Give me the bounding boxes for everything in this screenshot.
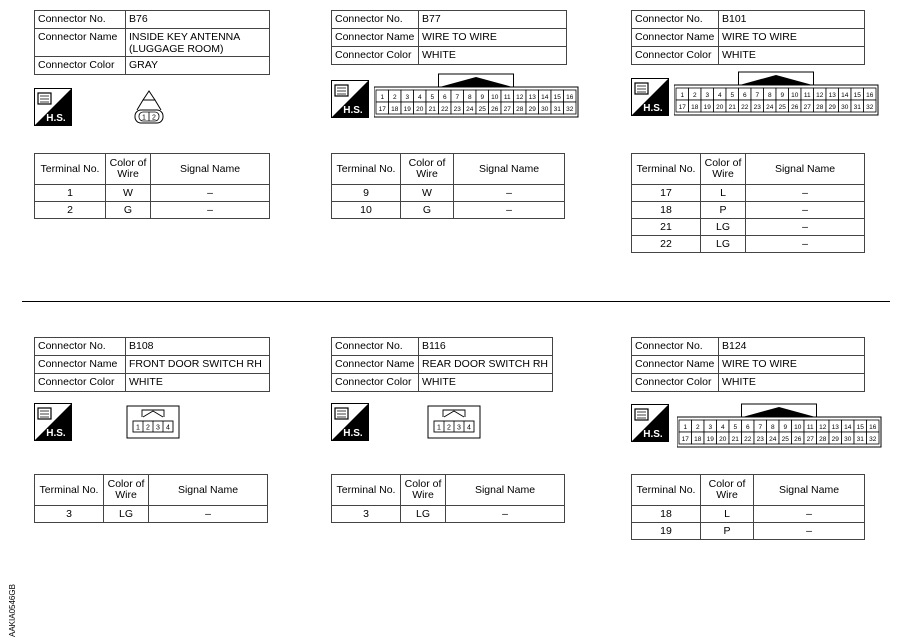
pin-label: 32 <box>869 436 877 443</box>
terminal-no-header: Terminal No. <box>632 475 701 506</box>
pin-label: 8 <box>770 424 775 431</box>
pin-label: 10 <box>794 424 802 431</box>
pin-label: 3 <box>156 424 160 432</box>
connector-name-label: Connector Name <box>332 29 419 47</box>
pin-label: 2 <box>695 424 700 431</box>
connector-no-value: B116 <box>419 338 553 356</box>
svg-text:H.S.: H.S. <box>46 113 66 124</box>
pin-label: 21 <box>428 106 436 113</box>
hs-harness-side-icon <box>34 88 72 126</box>
pin-label: 12 <box>816 92 824 99</box>
connector-b76 <box>34 10 270 75</box>
pin-label: 4 <box>166 424 170 432</box>
signal-name-header: Signal Name <box>754 475 865 506</box>
pin-label: 23 <box>453 106 461 113</box>
svg-text:1: 1 <box>142 114 146 122</box>
table-row: 3 LG – <box>35 506 268 523</box>
pin-label: 1 <box>380 94 385 101</box>
table-row: 10 G – <box>332 202 565 219</box>
pin-label: 6 <box>745 424 750 431</box>
pin-label: 1 <box>683 424 688 431</box>
pin-label: 8 <box>467 94 472 101</box>
pin-label: 13 <box>528 94 536 101</box>
color-of-wire-header: Color of Wire <box>401 475 446 506</box>
pin-label: 30 <box>841 104 849 111</box>
pin-label: 16 <box>869 424 877 431</box>
pin-label: 30 <box>541 106 549 113</box>
connector-b124 <box>631 337 865 392</box>
connector-name-value: WIRE TO WIRE <box>719 29 865 47</box>
connector-color-value: WHITE <box>719 374 865 392</box>
pin-label: 21 <box>731 436 739 443</box>
pin-label: 4 <box>717 92 722 99</box>
pin-label: 20 <box>716 104 724 111</box>
connector-name-label: Connector Name <box>35 29 126 57</box>
pin-label: 13 <box>828 92 836 99</box>
connector-info-table <box>34 337 270 392</box>
connector-color-label: Connector Color <box>632 47 719 65</box>
pin-label: 19 <box>403 106 411 113</box>
connector-name-value: FRONT DOOR SWITCH RH <box>126 356 270 374</box>
connector-color-label: Connector Color <box>332 374 419 392</box>
pin-label: 12 <box>819 424 827 431</box>
pin-label: 32 <box>566 106 574 113</box>
pin-label: 3 <box>705 92 710 99</box>
connector-name-value: WIRE TO WIRE <box>419 29 567 47</box>
svg-text:H.S.: H.S. <box>643 429 663 440</box>
pin-label: 26 <box>794 436 802 443</box>
pin-label: 3 <box>708 424 713 431</box>
pin-label: 7 <box>455 94 460 101</box>
pin-label: 15 <box>853 92 861 99</box>
pin-label: 25 <box>478 106 486 113</box>
terminal-table-b76 <box>34 153 270 219</box>
pin-label: 31 <box>553 106 561 113</box>
connector-name-value: WIRE TO WIRE <box>719 356 865 374</box>
connector-color-value: WHITE <box>419 374 553 392</box>
pin-label: 11 <box>806 424 814 431</box>
connector-info-table <box>631 337 865 392</box>
pin-label: 2 <box>392 94 397 101</box>
pin-label: 18 <box>691 104 699 111</box>
pin-label: 19 <box>703 104 711 111</box>
pin-label: 5 <box>730 92 735 99</box>
table-row: 21 LG – <box>632 219 865 236</box>
color-of-wire-header: Color of Wire <box>104 475 149 506</box>
pin-label: 7 <box>758 424 763 431</box>
pin-label: 15 <box>856 424 864 431</box>
pin-label: 16 <box>566 94 574 101</box>
table-row: 3 LG – <box>332 506 565 523</box>
connector-name-line1: INSIDE KEY ANTENNA <box>129 31 241 43</box>
table-row: 9 W – <box>332 185 565 202</box>
table-row: 19 P – <box>632 523 865 540</box>
connector-no-value: B101 <box>719 11 865 29</box>
hs-harness-side-icon <box>331 80 369 118</box>
pin-label: 29 <box>828 104 836 111</box>
pin-label: 3 <box>405 94 410 101</box>
terminal-no-header: Terminal No. <box>632 154 701 185</box>
connector-name-label: Connector Name <box>35 356 126 374</box>
connector-color-label: Connector Color <box>332 47 419 65</box>
pin-label: 10 <box>791 92 799 99</box>
table-row: 18 P – <box>632 202 865 219</box>
pin-label: 20 <box>416 106 424 113</box>
connector-name-label: Connector Name <box>332 356 419 374</box>
pin-label: 1 <box>680 92 685 99</box>
pin-label: 32 <box>866 104 874 111</box>
connector-name-value: REAR DOOR SWITCH RH <box>419 356 553 374</box>
pin-label: 31 <box>856 436 864 443</box>
pin-label: 17 <box>678 104 686 111</box>
color-of-wire-header: Color of Wire <box>701 154 746 185</box>
pin-label: 6 <box>742 92 747 99</box>
pin-label: 19 <box>706 436 714 443</box>
pin-label: 5 <box>430 94 435 101</box>
pin-label: 26 <box>491 106 499 113</box>
section-divider <box>22 301 890 302</box>
connector-no-label: Connector No. <box>35 338 126 356</box>
connector-b77 <box>331 10 567 65</box>
pin-label: 29 <box>528 106 536 113</box>
connector-no-value: B124 <box>719 338 865 356</box>
pin-label: 18 <box>694 436 702 443</box>
pin-label: 29 <box>831 436 839 443</box>
figure-code: AAKIA0546GB <box>8 584 17 637</box>
pin-label: 2 <box>146 424 150 432</box>
pin-label: 27 <box>503 106 511 113</box>
table-row: 18 L – <box>632 506 865 523</box>
hs-harness-side-icon <box>631 78 669 116</box>
connector-no-value: B77 <box>419 11 567 29</box>
pin-label: 27 <box>806 436 814 443</box>
pin-label: 14 <box>844 424 852 431</box>
pin-label: 11 <box>803 92 811 99</box>
signal-name-header: Signal Name <box>454 154 565 185</box>
pin-label: 1 <box>437 424 441 432</box>
terminal-no-header: Terminal No. <box>35 154 106 185</box>
pin-label: 22 <box>744 436 752 443</box>
pin-label: 25 <box>778 104 786 111</box>
signal-name-header: Signal Name <box>149 475 268 506</box>
connector-face-b77 <box>374 70 584 120</box>
connector-info-table <box>631 10 865 65</box>
pin-label: 24 <box>766 104 774 111</box>
terminal-table-b124 <box>631 474 865 540</box>
connector-face-b101 <box>674 68 884 118</box>
pin-label: 2 <box>447 424 451 432</box>
terminal-table-b108 <box>34 474 268 523</box>
table-row: 22 LG – <box>632 236 865 253</box>
pin-label: 10 <box>491 94 499 101</box>
terminal-table-b116 <box>331 474 565 523</box>
signal-name-header: Signal Name <box>746 154 865 185</box>
terminal-table-b101 <box>631 153 865 253</box>
connector-name-value <box>126 29 270 57</box>
connector-color-label: Connector Color <box>35 374 126 392</box>
pin-label: 18 <box>391 106 399 113</box>
pin-label: 11 <box>503 94 511 101</box>
connector-no-label: Connector No. <box>632 338 719 356</box>
svg-text:2: 2 <box>152 114 156 122</box>
color-of-wire-header: Color of Wire <box>401 154 454 185</box>
terminal-table-b77 <box>331 153 565 219</box>
pin-label: 20 <box>719 436 727 443</box>
pin-label: 23 <box>756 436 764 443</box>
pin-label: 7 <box>755 92 760 99</box>
connector-name-label: Connector Name <box>632 356 719 374</box>
pin-label: 31 <box>853 104 861 111</box>
hs-harness-side-icon <box>34 403 72 441</box>
terminal-no-header: Terminal No. <box>332 475 401 506</box>
pin-label: 13 <box>831 424 839 431</box>
connector-b108 <box>34 337 270 392</box>
svg-text:H.S.: H.S. <box>343 428 363 439</box>
connector-face-b116 <box>426 404 486 440</box>
pin-label: 16 <box>866 92 874 99</box>
table-row: 17 L – <box>632 185 865 202</box>
terminal-no-header: Terminal No. <box>332 154 401 185</box>
pin-label: 30 <box>844 436 852 443</box>
pin-label: 28 <box>516 106 524 113</box>
pin-label: 8 <box>767 92 772 99</box>
color-of-wire-header: Color of Wire <box>106 154 151 185</box>
pin-label: 9 <box>480 94 485 101</box>
pin-label: 12 <box>516 94 524 101</box>
connector-color-label: Connector Color <box>632 374 719 392</box>
connector-no-label: Connector No. <box>332 11 419 29</box>
signal-name-header: Signal Name <box>151 154 270 185</box>
pin-label: 4 <box>720 424 725 431</box>
connector-name-label: Connector Name <box>632 29 719 47</box>
connector-no-value: B76 <box>126 11 270 29</box>
pin-label: 2 <box>692 92 697 99</box>
pin-label: 1 <box>136 424 140 432</box>
connector-face-b124 <box>677 400 887 450</box>
svg-text:H.S.: H.S. <box>46 428 66 439</box>
pin-label: 28 <box>816 104 824 111</box>
connector-b116 <box>331 337 553 392</box>
pin-label: 24 <box>466 106 474 113</box>
pin-label: 14 <box>541 94 549 101</box>
svg-text:H.S.: H.S. <box>643 103 663 114</box>
terminal-no-header: Terminal No. <box>35 475 104 506</box>
pin-label: 3 <box>457 424 461 432</box>
connector-no-label: Connector No. <box>35 11 126 29</box>
signal-name-header: Signal Name <box>446 475 565 506</box>
connector-info-table <box>331 10 567 65</box>
color-of-wire-header: Color of Wire <box>701 475 754 506</box>
connector-color-value: WHITE <box>126 374 270 392</box>
connector-info-table <box>34 10 270 75</box>
hs-harness-side-icon <box>331 403 369 441</box>
pin-label: 4 <box>417 94 422 101</box>
connector-b101 <box>631 10 865 65</box>
connector-no-value: B108 <box>126 338 270 356</box>
pin-label: 4 <box>467 424 471 432</box>
table-row: 1 W – <box>35 185 270 202</box>
pin-label: 6 <box>442 94 447 101</box>
pin-label: 17 <box>681 436 689 443</box>
pin-label: 21 <box>728 104 736 111</box>
connector-no-label: Connector No. <box>632 11 719 29</box>
pin-label: 24 <box>769 436 777 443</box>
table-row: 2 G – <box>35 202 270 219</box>
pin-label: 9 <box>783 424 788 431</box>
connector-name-line2: (LUGGAGE ROOM) <box>129 43 224 55</box>
connector-color-value: GRAY <box>126 57 270 75</box>
pin-label: 28 <box>819 436 827 443</box>
svg-text:H.S.: H.S. <box>343 105 363 116</box>
pin-label: 5 <box>733 424 738 431</box>
pin-label: 9 <box>780 92 785 99</box>
pin-label: 23 <box>753 104 761 111</box>
pin-label: 15 <box>553 94 561 101</box>
pin-label: 25 <box>781 436 789 443</box>
pin-label: 27 <box>803 104 811 111</box>
connector-no-label: Connector No. <box>332 338 419 356</box>
pin-label: 22 <box>741 104 749 111</box>
connector-info-table <box>331 337 553 392</box>
connector-face-b76 <box>130 90 178 126</box>
connector-color-value: WHITE <box>719 47 865 65</box>
hs-harness-side-icon <box>631 404 669 442</box>
pin-label: 14 <box>841 92 849 99</box>
pin-label: 26 <box>791 104 799 111</box>
connector-color-value: WHITE <box>419 47 567 65</box>
connector-color-label: Connector Color <box>35 57 126 75</box>
pin-label: 22 <box>441 106 449 113</box>
pin-label: 17 <box>378 106 386 113</box>
connector-face-b108 <box>125 404 185 440</box>
